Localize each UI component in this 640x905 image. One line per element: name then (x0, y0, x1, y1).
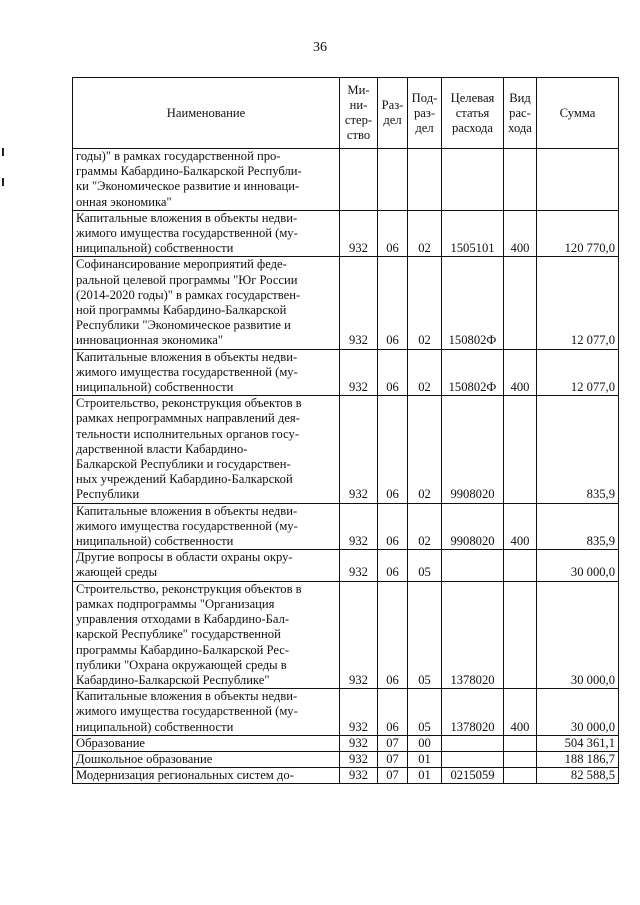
row-type (504, 149, 537, 211)
row-section (378, 149, 408, 211)
row-ministry: 932 (340, 550, 378, 581)
row-section: 06 (378, 257, 408, 349)
row-sum: 120 770,0 (537, 210, 619, 257)
row-sum: 835,9 (537, 396, 619, 503)
header-name: Наименование (73, 78, 340, 149)
row-subsection: 01 (408, 751, 442, 767)
page-number: 36 (313, 40, 327, 55)
row-target: 1378020 (442, 689, 504, 736)
row-name: Капитальные вложения в объекты недви- жимого имущества государственной (му- ниципальной) собственности (73, 689, 340, 736)
row-target (442, 149, 504, 211)
row-sum: 12 077,0 (537, 257, 619, 349)
row-ministry: 932 (340, 503, 378, 550)
margin-mark (2, 148, 4, 156)
row-sum (537, 149, 619, 211)
row-name: Капитальные вложения в объекты недви- жимого имущества государственной (му- ниципальной) собственности (73, 349, 340, 396)
row-target: 1505101 (442, 210, 504, 257)
table-row (73, 210, 619, 257)
row-name: Строительство, реконструкция объектов в рамках подпрограммы "Организация управления отходами в Кабардино-Бал- карской Республике" государственной программы Кабардино-Балкарской Рес- публики "Охрана окружающей среды в Кабардино-Балкарской Республике" (73, 581, 340, 688)
table-row (73, 349, 619, 396)
row-section: 06 (378, 550, 408, 581)
row-subsection: 02 (408, 349, 442, 396)
row-name: Другие вопросы в области охраны окру- жающей среды (73, 550, 340, 581)
table-row (73, 768, 619, 784)
row-subsection: 00 (408, 735, 442, 751)
table-header-row (73, 78, 619, 149)
table-row (73, 581, 619, 688)
row-type: 400 (504, 503, 537, 550)
header-target: Целевая статья расхода (442, 78, 504, 149)
row-sum: 30 000,0 (537, 581, 619, 688)
row-section: 06 (378, 503, 408, 550)
row-section: 06 (378, 349, 408, 396)
row-subsection: 05 (408, 689, 442, 736)
row-target: 150802Ф (442, 257, 504, 349)
row-target: 150802Ф (442, 349, 504, 396)
row-sum: 188 186,7 (537, 751, 619, 767)
row-target: 9908020 (442, 503, 504, 550)
row-sum: 835,9 (537, 503, 619, 550)
row-type: 400 (504, 349, 537, 396)
row-sum: 30 000,0 (537, 550, 619, 581)
row-target: 1378020 (442, 581, 504, 688)
row-subsection: 01 (408, 768, 442, 784)
row-ministry (340, 149, 378, 211)
row-ministry: 932 (340, 396, 378, 503)
row-ministry: 932 (340, 581, 378, 688)
row-target (442, 751, 504, 767)
row-subsection: 02 (408, 396, 442, 503)
row-type (504, 751, 537, 767)
row-subsection: 02 (408, 503, 442, 550)
row-section: 06 (378, 689, 408, 736)
table-row (73, 503, 619, 550)
row-sum: 82 588,5 (537, 768, 619, 784)
row-subsection: 05 (408, 550, 442, 581)
row-name: годы)" в рамках государственной про- граммы Кабардино-Балкарской Республи- ки "Экономическое развитие и инноваци- онная экономика" (73, 149, 340, 211)
row-type (504, 735, 537, 751)
header-subsection: Под- раз- дел (408, 78, 442, 149)
row-ministry: 932 (340, 210, 378, 257)
row-section: 06 (378, 210, 408, 257)
row-type (504, 768, 537, 784)
row-name: Капитальные вложения в объекты недви- жимого имущества государственной (му- ниципальной) собственности (73, 503, 340, 550)
row-target (442, 550, 504, 581)
table-row (73, 689, 619, 736)
row-subsection: 02 (408, 257, 442, 349)
margin-mark (2, 178, 4, 186)
row-ministry: 932 (340, 257, 378, 349)
budget-table (72, 77, 619, 784)
row-subsection: 02 (408, 210, 442, 257)
row-subsection (408, 149, 442, 211)
table-row (73, 149, 619, 211)
row-sum: 12 077,0 (537, 349, 619, 396)
row-subsection: 05 (408, 581, 442, 688)
row-section: 07 (378, 735, 408, 751)
row-sum: 30 000,0 (537, 689, 619, 736)
row-sum: 504 361,1 (537, 735, 619, 751)
header-ministry: Ми- ни- стер- ство (340, 78, 378, 149)
row-name: Строительство, реконструкция объектов в рамках непрограммных направлений дея- тельности исполнительных органов госу- дарственной власти Кабардино- Балкарской Республики и государствен- ных учреждений Кабардино-Балкарской Республики (73, 396, 340, 503)
table-row (73, 257, 619, 349)
row-section: 06 (378, 396, 408, 503)
row-target: 0215059 (442, 768, 504, 784)
row-name: Образование (73, 735, 340, 751)
row-ministry: 932 (340, 349, 378, 396)
row-ministry: 932 (340, 689, 378, 736)
row-name: Капитальные вложения в объекты недви- жимого имущества государственной (му- ниципальной) собственности (73, 210, 340, 257)
row-type (504, 257, 537, 349)
row-ministry: 932 (340, 735, 378, 751)
row-type (504, 550, 537, 581)
row-section: 07 (378, 751, 408, 767)
header-section: Раз- дел (378, 78, 408, 149)
row-type (504, 581, 537, 688)
row-type: 400 (504, 689, 537, 736)
table-row (73, 735, 619, 751)
row-section: 06 (378, 581, 408, 688)
row-type: 400 (504, 210, 537, 257)
header-type: Вид рас- хода (504, 78, 537, 149)
row-name: Софинансирование мероприятий феде- ральной целевой программы "Юг России (2014-2020 годы)" в рамках государствен- ной программы Кабардино-Балкарской Республики "Экономическое развитие и инновационная экономика" (73, 257, 340, 349)
table-row (73, 751, 619, 767)
row-ministry: 932 (340, 768, 378, 784)
header-sum: Сумма (537, 78, 619, 149)
row-name: Дошкольное образование (73, 751, 340, 767)
row-target (442, 735, 504, 751)
row-target: 9908020 (442, 396, 504, 503)
table-row (73, 550, 619, 581)
row-type (504, 396, 537, 503)
row-section: 07 (378, 768, 408, 784)
row-ministry: 932 (340, 751, 378, 767)
row-name: Модернизация региональных систем до- (73, 768, 340, 784)
table-row (73, 396, 619, 503)
